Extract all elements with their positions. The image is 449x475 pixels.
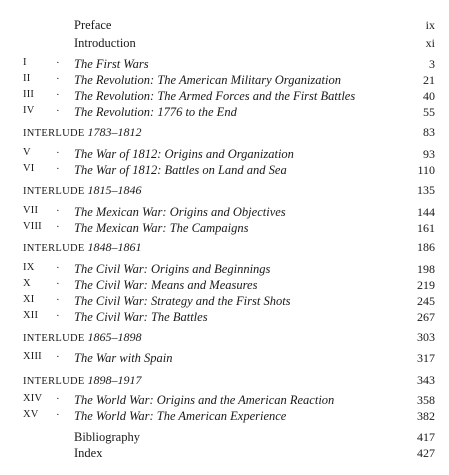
toc-entry-preface bbox=[0, 18, 449, 34]
separator-dot: · bbox=[56, 294, 60, 306]
separator-dot: · bbox=[56, 57, 60, 69]
interlude-years: 1783–1812 bbox=[87, 125, 142, 139]
chapter-numeral: XII bbox=[23, 310, 39, 321]
chapter-numeral: XI bbox=[23, 294, 35, 305]
chapter-numeral: X bbox=[23, 278, 31, 289]
chapter-title: The Mexican War: Origins and Objectives bbox=[74, 205, 286, 219]
chapter-title: The Mexican War: The Campaigns bbox=[74, 221, 249, 235]
toc-interlude-5 bbox=[0, 373, 449, 389]
chapter-numeral: II bbox=[23, 73, 31, 84]
page-number: 427 bbox=[417, 446, 435, 460]
toc-interlude-4 bbox=[0, 330, 449, 346]
page-number: 93 bbox=[423, 147, 435, 161]
chapter-title: The Revolution: 1776 to the End bbox=[74, 105, 237, 119]
toc-interlude-3 bbox=[0, 240, 449, 256]
interlude-years: 1848–1861 bbox=[87, 240, 142, 254]
chapter-numeral: XIV bbox=[23, 393, 43, 404]
page-number: 161 bbox=[417, 221, 435, 235]
chapter-title: The Revolution: The Armed Forces and the First Battles bbox=[74, 89, 356, 103]
chapter-title: The First Wars bbox=[74, 57, 149, 71]
toc-interlude-1 bbox=[0, 125, 449, 141]
separator-dot: · bbox=[56, 105, 60, 117]
toc-chapter-5 bbox=[0, 147, 449, 163]
page-number: 135 bbox=[417, 183, 435, 197]
entry-label: Index bbox=[74, 446, 103, 460]
separator-dot: · bbox=[56, 147, 60, 159]
toc-chapter-10 bbox=[0, 278, 449, 294]
page-number: 343 bbox=[417, 373, 435, 387]
toc-chapter-6 bbox=[0, 163, 449, 179]
page-number: 245 bbox=[417, 294, 435, 308]
chapter-numeral: III bbox=[23, 89, 35, 100]
chapter-title: The Revolution: The American Military Organization bbox=[74, 73, 341, 87]
toc-chapter-15 bbox=[0, 409, 449, 425]
page-number: 21 bbox=[423, 73, 435, 87]
interlude-label: INTERLUDE bbox=[23, 128, 85, 139]
separator-dot: · bbox=[56, 278, 60, 290]
interlude-years: 1815–1846 bbox=[87, 183, 142, 197]
separator-dot: · bbox=[56, 409, 60, 421]
interlude-label: INTERLUDE bbox=[23, 186, 85, 197]
page-number: 110 bbox=[417, 163, 435, 177]
page-number: 219 bbox=[417, 278, 435, 292]
separator-dot: · bbox=[56, 163, 60, 175]
toc-chapter-7 bbox=[0, 205, 449, 221]
page-number: xi bbox=[425, 36, 435, 50]
chapter-title: The War with Spain bbox=[74, 351, 173, 365]
page-number: 83 bbox=[423, 125, 435, 139]
page-number: 40 bbox=[423, 89, 435, 103]
page-number: 55 bbox=[423, 105, 435, 119]
chapter-title: The Civil War: The Battles bbox=[74, 310, 208, 324]
separator-dot: · bbox=[56, 351, 60, 363]
separator-dot: · bbox=[56, 73, 60, 85]
toc-chapter-2 bbox=[0, 73, 449, 89]
chapter-numeral: I bbox=[23, 57, 27, 68]
chapter-numeral: VIII bbox=[23, 221, 42, 232]
separator-dot: · bbox=[56, 221, 60, 233]
chapter-numeral: XIII bbox=[23, 351, 42, 362]
page-number: 186 bbox=[417, 240, 435, 254]
interlude-heading bbox=[23, 330, 142, 345]
chapter-title: The World War: The American Experience bbox=[74, 409, 287, 423]
chapter-numeral: V bbox=[23, 147, 31, 158]
toc-chapter-8 bbox=[0, 221, 449, 237]
chapter-title: The Civil War: Means and Measures bbox=[74, 278, 258, 292]
page-number: 303 bbox=[417, 330, 435, 344]
entry-label: Introduction bbox=[74, 36, 136, 50]
interlude-heading bbox=[23, 183, 142, 198]
interlude-heading bbox=[23, 373, 142, 388]
toc-entry-bibliography bbox=[0, 430, 449, 446]
interlude-label: INTERLUDE bbox=[23, 333, 85, 344]
toc-chapter-12 bbox=[0, 310, 449, 326]
page-number: 144 bbox=[417, 205, 435, 219]
page-number: 317 bbox=[417, 351, 435, 365]
separator-dot: · bbox=[56, 89, 60, 101]
chapter-title: The Civil War: Origins and Beginnings bbox=[74, 262, 271, 276]
chapter-title: The Civil War: Strategy and the First Shots bbox=[74, 294, 291, 308]
entry-label: Preface bbox=[74, 18, 112, 32]
toc-entry-index bbox=[0, 446, 449, 462]
interlude-years: 1865–1898 bbox=[87, 330, 142, 344]
page-number: 358 bbox=[417, 393, 435, 407]
chapter-title: The War of 1812: Battles on Land and Sea bbox=[74, 163, 287, 177]
toc-chapter-1 bbox=[0, 57, 449, 73]
separator-dot: · bbox=[56, 393, 60, 405]
interlude-heading bbox=[23, 240, 142, 255]
page-number: 3 bbox=[429, 57, 435, 71]
interlude-label: INTERLUDE bbox=[23, 243, 85, 254]
entry-label: Bibliography bbox=[74, 430, 140, 444]
toc-chapter-9 bbox=[0, 262, 449, 278]
interlude-label: INTERLUDE bbox=[23, 376, 85, 387]
chapter-numeral: XV bbox=[23, 409, 39, 420]
toc-chapter-3 bbox=[0, 89, 449, 105]
page-number: 417 bbox=[417, 430, 435, 444]
chapter-numeral: VII bbox=[23, 205, 39, 216]
interlude-heading bbox=[23, 125, 142, 140]
separator-dot: · bbox=[56, 262, 60, 274]
toc-chapter-4 bbox=[0, 105, 449, 121]
toc-chapter-13 bbox=[0, 351, 449, 367]
page-number: ix bbox=[425, 18, 435, 32]
chapter-title: The War of 1812: Origins and Organization bbox=[74, 147, 294, 161]
chapter-numeral: IV bbox=[23, 105, 35, 116]
page-number: 382 bbox=[417, 409, 435, 423]
toc-chapter-11 bbox=[0, 294, 449, 310]
chapter-numeral: VI bbox=[23, 163, 35, 174]
separator-dot: · bbox=[56, 205, 60, 217]
page-number: 198 bbox=[417, 262, 435, 276]
toc-entry-introduction bbox=[0, 36, 449, 52]
page-number: 267 bbox=[417, 310, 435, 324]
chapter-title: The World War: Origins and the American Reaction bbox=[74, 393, 335, 407]
chapter-numeral: IX bbox=[23, 262, 35, 273]
toc-chapter-14 bbox=[0, 393, 449, 409]
interlude-years: 1898–1917 bbox=[87, 373, 142, 387]
separator-dot: · bbox=[56, 310, 60, 322]
toc-interlude-2 bbox=[0, 183, 449, 199]
